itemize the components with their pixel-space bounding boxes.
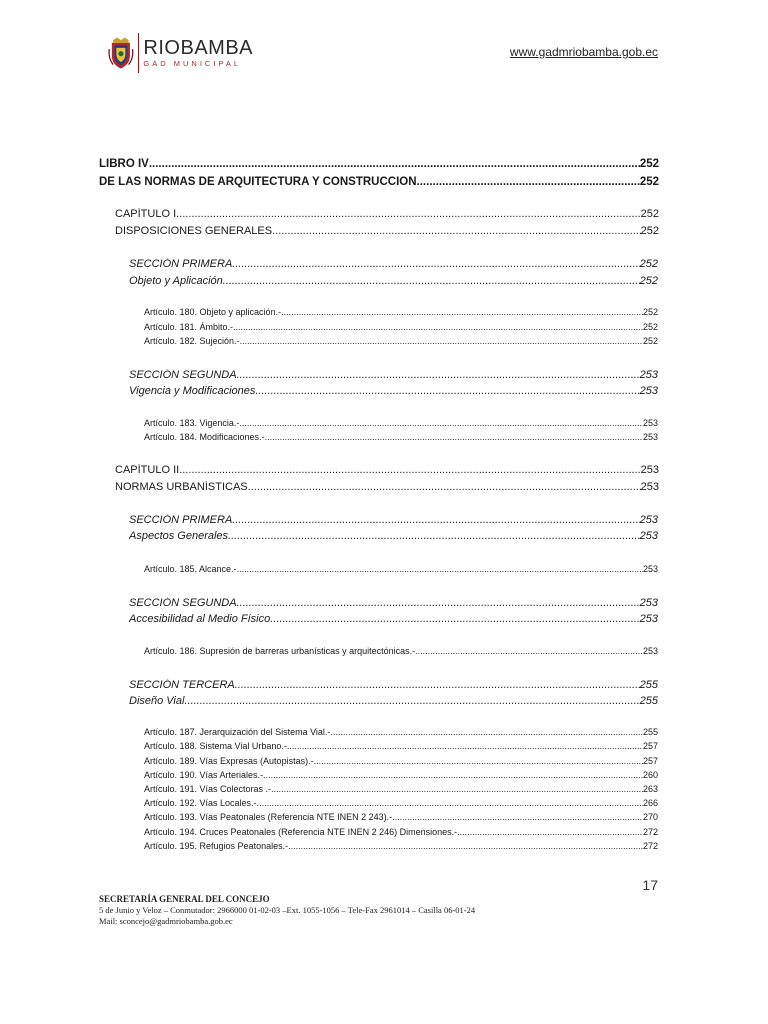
toc-entry-title: Artículo. 185. Alcance.- (144, 564, 237, 574)
toc-dot-leader (179, 464, 640, 476)
toc-entry-title: Artículo. 193. Vías Peatonales (Referencia NTE INEN 2 243).- (144, 812, 393, 822)
toc-entry-title: LIBRO IV (99, 158, 149, 170)
toc-entry-title: Artículo. 186. Supresión de barreras urbanísticas y arquitectónicas.- (144, 646, 416, 656)
toc-entry-art[interactable] (144, 322, 658, 332)
toc-entry-art[interactable] (144, 646, 658, 656)
toc-entry-cap[interactable] (115, 481, 659, 493)
toc-entry-title: Artículo. 183. Vigencia.- (144, 418, 240, 428)
page-header (0, 0, 768, 100)
toc-entry-page: 252 (640, 208, 659, 220)
toc-entry-title: Artículo. 189. Vías Expresas (Autopistas).- (144, 756, 314, 766)
toc-entry-title: Artículo. 190. Vías Arteriales.- (144, 770, 264, 780)
toc-entry-title: SECCIÓN TERCERA (129, 679, 235, 691)
toc-entry-page: 263 (642, 784, 658, 794)
toc-entry-sec[interactable] (129, 695, 658, 707)
toc-entry-page: 252 (642, 336, 658, 346)
page-number: 17 (642, 877, 658, 893)
toc-entry-title: Artículo. 187. Jerarquización del Sistema Vial.- (144, 727, 331, 737)
toc-entry-art[interactable] (144, 564, 658, 574)
toc-entry-art[interactable] (144, 756, 658, 766)
toc-entry-title: Aspectos Generales (129, 530, 229, 542)
toc-entry-page: 255 (642, 727, 658, 737)
toc-entry-title: SECCIÓN SEGUNDA (129, 369, 237, 381)
toc-entry-title: Objeto y Aplicación (129, 275, 223, 287)
toc-dot-leader (392, 812, 643, 822)
toc-entry-sec[interactable] (129, 597, 658, 609)
page-footer (99, 894, 475, 927)
toc-entry-page: 253 (642, 646, 658, 656)
toc-dot-leader (232, 258, 639, 270)
toc-entry-libro[interactable] (99, 158, 659, 170)
toc-dot-leader (237, 597, 640, 609)
toc-dot-leader (415, 646, 643, 656)
toc-entry-sec[interactable] (129, 385, 658, 397)
toc-entry-page: 252 (639, 275, 658, 287)
toc-entry-page: 252 (639, 158, 659, 170)
toc-entry-title: Artículo. 182. Sujeción.- (144, 336, 240, 346)
toc-entry-title: DISPOSICIONES GENERALES (115, 225, 273, 237)
toc-entry-cap[interactable] (115, 464, 659, 476)
logo-subtitle: GAD MUNICIPAL (143, 59, 242, 69)
toc-dot-leader (271, 784, 643, 794)
toc-entry-page: 253 (642, 564, 658, 574)
toc-entry-art[interactable] (144, 741, 658, 751)
website-link[interactable]: www.gadmriobamba.gob.ec (509, 45, 658, 59)
toc-dot-leader (228, 530, 640, 542)
toc-entry-art[interactable] (144, 827, 658, 837)
toc-entry-art[interactable] (144, 784, 658, 794)
toc-entry-art[interactable] (144, 798, 658, 808)
footer-email: Mail: sconcejo@gadmriobamba.gob.ec (99, 916, 233, 926)
toc-entry-sec[interactable] (129, 369, 658, 381)
toc-entry-page: 253 (642, 432, 658, 442)
toc-dot-leader (239, 418, 643, 428)
toc-entry-page: 270 (642, 812, 658, 822)
toc-entry-title: SECCIÓN SEGUNDA (129, 597, 237, 609)
toc-dot-leader (240, 336, 643, 346)
toc-dot-leader (263, 770, 643, 780)
toc-entry-page: 253 (640, 481, 659, 493)
toc-entry-title: Artículo. 181. Ámbito.- (144, 322, 234, 332)
toc-entry-page: 253 (639, 369, 658, 381)
toc-entry-page: 253 (639, 385, 658, 397)
toc-entry-art[interactable] (144, 336, 658, 346)
toc-dot-leader (270, 613, 639, 625)
toc-entry-sec[interactable] (129, 514, 658, 526)
toc-entry-title: Artículo. 191. Vías Colectoras .- (144, 784, 272, 794)
toc-entry-title: Artículo. 195. Refugios Peatonales.- (144, 841, 289, 851)
toc-entry-sec[interactable] (129, 258, 658, 270)
toc-dot-leader (457, 827, 643, 837)
toc-entry-page: 253 (639, 514, 658, 526)
toc-entry-page: 260 (642, 770, 658, 780)
toc-dot-leader (248, 481, 641, 493)
toc-dot-leader (330, 727, 643, 737)
toc-dot-leader (257, 798, 643, 808)
toc-entry-page: 272 (642, 841, 658, 851)
toc-entry-page: 252 (640, 225, 659, 237)
toc-entry-title: CAPÍTULO I (115, 208, 177, 220)
toc-entry-title: Artículo. 184. Modificaciones.- (144, 432, 265, 442)
toc-entry-title: Artículo. 188. Sistema Vial Urbano.- (144, 741, 287, 751)
toc-dot-leader (272, 225, 641, 237)
toc-dot-leader (281, 307, 643, 317)
toc-entry-art[interactable] (144, 812, 658, 822)
toc-entry-page: 257 (642, 756, 658, 766)
toc-entry-page: 272 (642, 827, 658, 837)
toc-entry-title: Diseño Vial (129, 695, 185, 707)
toc-entry-title: NORMAS URBANÍSTICAS (115, 481, 248, 493)
toc-dot-leader (417, 176, 640, 188)
toc-entry-sec[interactable] (129, 275, 658, 287)
footer-title: SECRETARÍA GENERAL DEL CONCEJO (99, 894, 270, 904)
toc-entry-title: Artículo. 180. Objeto y aplicación.- (144, 307, 282, 317)
toc-entry-art[interactable] (144, 432, 658, 442)
toc-entry-art[interactable] (144, 727, 658, 737)
toc-entry-page: 253 (640, 464, 659, 476)
toc-entry-page: 253 (639, 613, 658, 625)
logo-name: RIOBAMBA (143, 37, 253, 60)
toc-entry-title: Artículo. 192. Vías Locales.- (144, 798, 257, 808)
toc-entry-title: SECCIÓN PRIMERA (129, 514, 233, 526)
toc-entry-title: Artículo. 194. Cruces Peatonales (Referencia NTE INEN 2 246) Dimensiones.- (144, 827, 458, 837)
toc-entry-page: 252 (639, 258, 658, 270)
toc-entry-title: Vigencia y Modificaciones (129, 385, 256, 397)
toc-entry-title: SECCIÓN PRIMERA (129, 258, 233, 270)
toc-entry-cap[interactable] (115, 225, 659, 237)
toc-entry-title: Accesibilidad al Medio Físico (129, 613, 271, 625)
toc-entry-page: 253 (639, 530, 658, 542)
toc-entry-page: 252 (639, 176, 659, 188)
toc-entry-libro[interactable] (99, 176, 659, 188)
toc-entry-page: 252 (642, 322, 658, 332)
toc-dot-leader (255, 385, 639, 397)
toc-entry-art[interactable] (144, 841, 658, 851)
toc-dot-leader (237, 369, 640, 381)
toc-dot-leader (235, 679, 640, 691)
toc-dot-leader (237, 564, 643, 574)
toc-entry-page: 255 (639, 695, 658, 707)
toc-dot-leader (288, 841, 643, 851)
toc-entry-sec[interactable] (129, 679, 658, 691)
toc-entry-page: 253 (639, 597, 658, 609)
toc-entry-title: CAPÍTULO II (115, 464, 180, 476)
toc-entry-art[interactable] (144, 307, 658, 317)
toc-dot-leader (287, 741, 643, 751)
toc-dot-leader (232, 514, 639, 526)
toc-entry-page: 255 (639, 679, 658, 691)
toc-dot-leader (176, 208, 641, 220)
toc-entry-sec[interactable] (129, 613, 658, 625)
toc-dot-leader (233, 322, 643, 332)
toc-entry-art[interactable] (144, 418, 658, 428)
toc-entry-page: 266 (642, 798, 658, 808)
toc-entry-page: 257 (642, 741, 658, 751)
toc-dot-leader (184, 695, 639, 707)
toc-dot-leader (149, 158, 640, 170)
footer-address: 5 de Junio y Veloz – Conmutador: 2966000 01-02-03 –Ext. 1055-1056 – Tele-Fax 2961014 – Casilla 06-01-24 (99, 905, 476, 915)
toc-dot-leader (314, 756, 643, 766)
toc-entry-art[interactable] (144, 770, 658, 780)
toc-entry-sec[interactable] (129, 530, 658, 542)
toc-entry-page: 253 (642, 418, 658, 428)
toc-dot-leader (265, 432, 643, 442)
toc-entry-title: DE LAS NORMAS DE ARQUITECTURA Y CONSTRUCCIÓN (99, 176, 417, 188)
toc-entry-page: 252 (642, 307, 658, 317)
logo-divider (138, 33, 139, 73)
municipal-logo (108, 27, 253, 79)
toc-entry-cap[interactable] (115, 208, 659, 220)
toc-dot-leader (223, 275, 640, 287)
coat-of-arms-icon (108, 27, 134, 79)
